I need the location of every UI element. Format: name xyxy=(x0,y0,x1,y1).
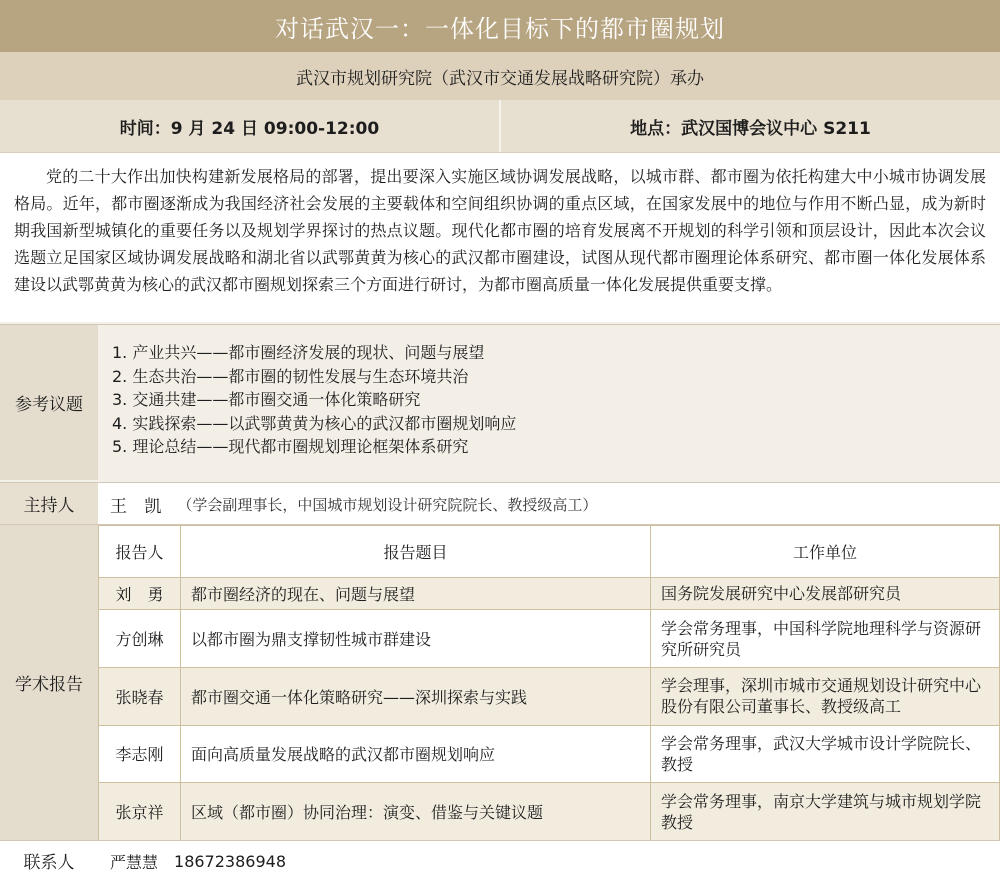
topics-section xyxy=(0,324,1000,480)
table-row xyxy=(99,578,1000,610)
host-info xyxy=(110,483,597,525)
topic-item: 4. 实践探索——以武鄂黄黄为核心的武汉都市圈规划响应 xyxy=(112,413,517,433)
contact-name: 严慧慧 xyxy=(110,852,159,872)
contact-info xyxy=(110,841,286,880)
topic-cell: 区域（都市圈）协同治理：演变、借鉴与关键议题 xyxy=(181,783,651,841)
column-header-speaker: 报告人 xyxy=(99,526,181,578)
table-row xyxy=(99,610,1000,668)
location-info: 地点：武汉国博会议中心 S211 xyxy=(499,100,1000,152)
speaker-cell: 方创琳 xyxy=(99,610,181,668)
host-role: （学会副理事长，中国城市规划设计研究院院长、教授级高工） xyxy=(177,495,598,514)
table-row xyxy=(99,725,1000,783)
topic-list xyxy=(112,341,990,459)
contact-label: 联系人 xyxy=(0,841,98,880)
table-row xyxy=(99,667,1000,725)
host-section xyxy=(0,482,1000,524)
report-table xyxy=(98,525,1000,841)
speaker-cell: 刘 勇 xyxy=(99,578,181,610)
intro-paragraph: 党的二十大作出加快构建新发展格局的部署，提出要深入实施区域协调发展战略，以城市群、都市圈为依托构建大中小城市协调发展格局。近年，都市圈逐渐成为我国经济社会发展的主要载体和空间组织协调的重点区域，在国家发展中的地位与作用不断凸显，成为新时期我国新型城镇化的重要任务以及规划学界探讨的热点议题。现代化都市圈的培育发展离不开规划的科学引领和顶层设计，因此本次会议选题立足国家区域协调发展战略和湖北省以武鄂黄黄为核心的武汉都市圈建设，试图从现代都市圈理论体系研究、都市圈一体化发展体系建设以武鄂黄黄为核心的武汉都市圈规划探索三个方面进行研讨，为都市圈高质量一体化发展提供重要支撑。 xyxy=(0,152,1000,322)
page-title: 对话武汉一：一体化目标下的都市圈规划 xyxy=(0,0,1000,52)
contact-phone: 18672386948 xyxy=(174,851,286,871)
org-cell: 国务院发展研究中心发展部研究员 xyxy=(651,578,1000,610)
org-cell: 学会常务理事，武汉大学城市设计学院院长、教授 xyxy=(651,725,1000,783)
column-header-org: 工作单位 xyxy=(651,526,1000,578)
org-cell: 学会理事，深圳市城市交通规划设计研究中心股份有限公司董事长、教授级高工 xyxy=(651,667,1000,725)
speaker-cell: 张晓春 xyxy=(99,667,181,725)
contact-section xyxy=(0,840,1000,880)
host-name: 王 凯 xyxy=(110,496,168,517)
speaker-cell: 张京祥 xyxy=(99,783,181,841)
topic-item: 1. 产业共兴——都市圈经济发展的现状、问题与展望 xyxy=(112,343,485,362)
topic-cell: 都市圈交通一体化策略研究——深圳探索与实践 xyxy=(181,667,651,725)
organizer-line: 武汉市规划研究院（武汉市交通发展战略研究院）承办 xyxy=(0,52,1000,100)
topic-cell: 都市圈经济的现在、问题与展望 xyxy=(181,578,651,610)
topic-cell: 以都市圈为鼎支撑韧性城市群建设 xyxy=(181,610,651,668)
reports-label: 学术报告 xyxy=(0,525,98,840)
table-header-row xyxy=(99,526,1000,578)
reports-section xyxy=(0,524,1000,840)
topic-item: 3. 交通共建——都市圈交通一体化策略研究 xyxy=(112,390,421,409)
speaker-cell: 李志刚 xyxy=(99,725,181,783)
org-cell: 学会常务理事，中国科学院地理科学与资源研究所研究员 xyxy=(651,610,1000,668)
host-label: 主持人 xyxy=(0,483,98,524)
topics-label: 参考议题 xyxy=(0,325,98,480)
topic-item: 2. 生态共治——都市圈的韧性发展与生态环境共治 xyxy=(112,366,469,386)
topic-cell: 面向高质量发展战略的武汉都市圈规划响应 xyxy=(181,725,651,783)
time-info: 时间：9 月 24 日 09:00-12:00 xyxy=(119,118,380,139)
table-row xyxy=(99,783,1000,841)
org-cell: 学会常务理事，南京大学建筑与城市规划学院教授 xyxy=(651,783,1000,841)
column-header-topic: 报告题目 xyxy=(181,526,651,578)
time-location-row xyxy=(0,100,1000,152)
topic-item: 5. 理论总结——现代都市圈规划理论框架体系研究 xyxy=(112,437,469,456)
